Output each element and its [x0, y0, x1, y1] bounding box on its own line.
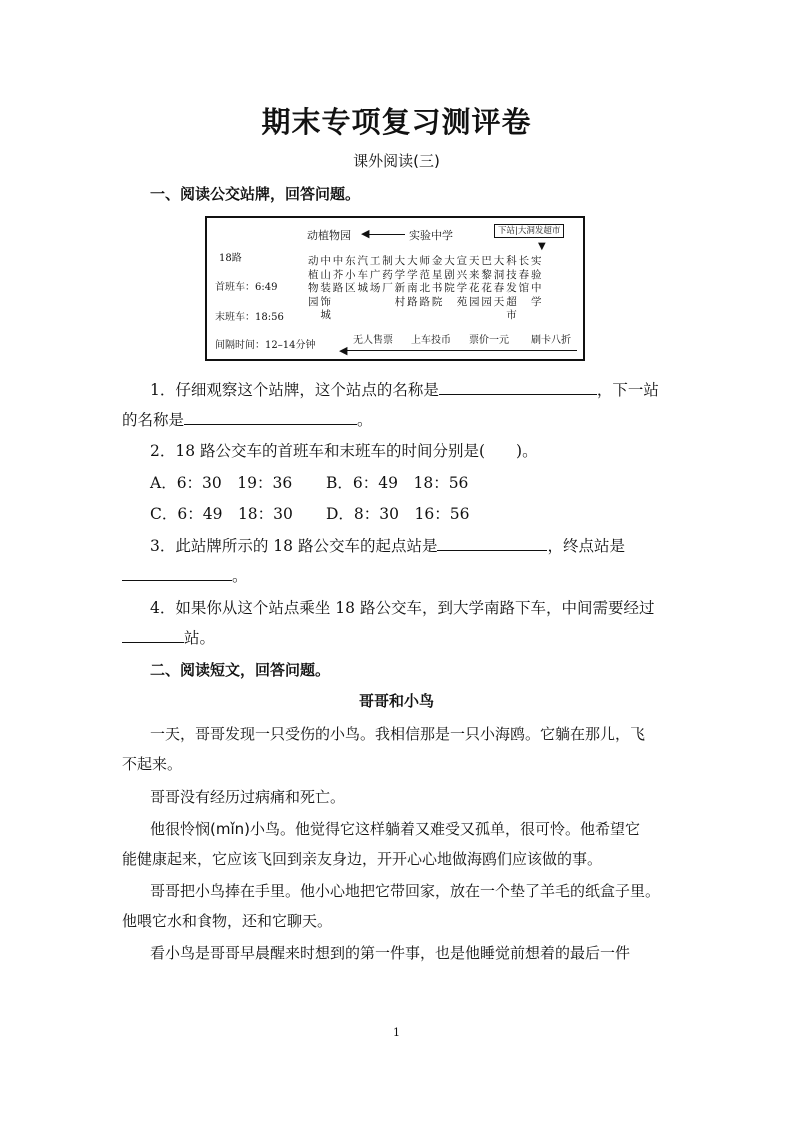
- station-name: [493, 255, 505, 323]
- station-char: 东: [345, 255, 356, 267]
- station-char: 科: [506, 255, 517, 267]
- station-char: 市: [506, 309, 517, 321]
- station-name: [456, 255, 468, 323]
- question-1-text-2: 的名称是: [122, 411, 185, 429]
- story-title: 哥哥和小鸟: [358, 692, 434, 710]
- station-name: [518, 255, 530, 323]
- station-char: 技: [506, 268, 517, 281]
- station-char: 学: [407, 268, 418, 281]
- station-char: 春: [493, 282, 505, 294]
- note-card: 刷卡八折: [531, 335, 571, 346]
- station-char: 院: [444, 282, 455, 294]
- station-char: 工: [369, 255, 381, 267]
- station-char: 场: [369, 282, 381, 294]
- station-char: 中: [530, 282, 542, 294]
- station-char: 路: [407, 295, 418, 308]
- question-1: [150, 380, 659, 400]
- option-b[interactable]: B．6：49 18：56: [326, 474, 469, 492]
- station-char: 植: [307, 268, 319, 281]
- bus-stop-sign: [205, 216, 585, 361]
- station-name: [307, 255, 319, 323]
- question-1-text: 1．仔细观察这个站牌，这个站点的名称是: [150, 381, 439, 399]
- station-char: 学: [456, 282, 468, 294]
- station-char: 物: [307, 282, 319, 294]
- station-name: [394, 255, 406, 323]
- station-char: 洞: [493, 268, 505, 281]
- question-1-line-2: [122, 410, 373, 430]
- station-char: 巴: [481, 255, 492, 267]
- station-name: [319, 255, 331, 323]
- station-char: 厂: [382, 282, 393, 294]
- station-char: 天: [493, 295, 505, 308]
- option-c[interactable]: C．6：49 18：30: [150, 505, 293, 523]
- station-name: [381, 255, 393, 323]
- option-a[interactable]: A．6：30 19：36: [150, 474, 293, 492]
- route-number: 18路: [219, 253, 242, 264]
- station-char: 饰: [320, 295, 331, 308]
- section-2-heading: 二、阅读短文，回答问题。: [150, 661, 331, 679]
- direction-arrow-line: [367, 234, 405, 235]
- station-char: 村: [394, 295, 406, 308]
- station-char: 剧: [444, 268, 455, 281]
- station-char: 大: [407, 255, 418, 267]
- station-name: [443, 255, 455, 323]
- question-4-text-2-end: 站。: [184, 629, 216, 647]
- station-char: 园: [481, 295, 492, 308]
- station-char: 城: [357, 282, 368, 294]
- story-paragraph-4-cont: 他喂它水和食物，还和它聊天。: [122, 912, 333, 930]
- station-char: 宣: [456, 255, 468, 267]
- note-coin: 上车投币: [411, 335, 451, 346]
- station-name: [419, 255, 431, 323]
- station-char: 实: [530, 255, 542, 267]
- last-bus-time: 末班车：18:56: [215, 312, 284, 323]
- story-paragraph-3: 他很怜悯(mǐn)小鸟。他觉得它这样躺着又难受又孤单，很可怜。他希望它: [150, 820, 640, 838]
- question-1-text-2-end: 。: [357, 411, 373, 429]
- question-1-text-end: ，下一站: [596, 381, 659, 399]
- station-char: 学: [394, 268, 406, 281]
- question-2: 2．18 路公交车的首班车和末班车的时间分别是( )。: [150, 442, 538, 460]
- page-title: 期末专项复习测评卷: [261, 105, 532, 139]
- station-char: 黎: [481, 268, 492, 281]
- station-char: 大: [394, 255, 406, 267]
- station-char: 小: [345, 268, 356, 281]
- station-char: 大: [493, 255, 505, 267]
- story-paragraph-5: 看小鸟是哥哥早晨醒来时想到的第一件事，也是他睡觉前想着的最后一件: [150, 944, 631, 962]
- station-char: 范: [419, 268, 430, 281]
- page-number: 1: [393, 1026, 400, 1039]
- bus-interval: 间隔时间：12–14分钟: [215, 340, 316, 351]
- question-3-text: 3．此站牌所示的 18 路公交车的起点站是: [150, 537, 438, 555]
- sign-direction-to: 实验中学: [409, 229, 453, 242]
- station-char: 广: [369, 268, 381, 281]
- station-char: 南: [407, 282, 418, 294]
- direction-arrow-line-bottom: [345, 350, 577, 351]
- station-char: 中: [332, 255, 344, 267]
- station-char: 苑: [456, 295, 468, 308]
- station-name: [406, 255, 418, 323]
- note-fare: 票价一元: [469, 335, 509, 346]
- story-paragraph-3-cont: 能健康起来，它应该飞回到亲友身边，开开心心地做海鸥们应该做的事。: [122, 850, 603, 868]
- station-char: 汽: [357, 255, 368, 267]
- arrow-left-icon: ◀: [361, 227, 370, 240]
- station-char: 花: [481, 282, 492, 294]
- option-d[interactable]: D．8：30 16：56: [326, 505, 470, 523]
- story-paragraph-1: 一天，哥哥发现一只受伤的小鸟。我相信那是一只小海鸥。它躺在那儿，飞: [150, 725, 646, 743]
- station-char: 院: [431, 295, 443, 308]
- station-char: 天: [469, 255, 480, 267]
- question-3-text-end: ，终点站是: [547, 537, 625, 555]
- first-bus-time: 首班车：6:49: [215, 282, 278, 293]
- station-char: 城: [320, 309, 331, 321]
- station-char: 药: [382, 268, 393, 281]
- station-char: 师: [419, 255, 430, 267]
- sign-direction-from: 动植物园: [307, 229, 351, 242]
- story-paragraph-1-cont: 不起来。: [122, 755, 183, 773]
- station-name: [357, 255, 369, 323]
- station-name: [480, 255, 492, 323]
- station-char: 金: [431, 255, 443, 267]
- station-char: 发: [506, 282, 517, 294]
- station-char: 超: [506, 295, 517, 308]
- station-name: [369, 255, 381, 323]
- station-char: 园: [469, 295, 480, 308]
- story-paragraph-4: 哥哥把小鸟捧在手里。他小心地把它带回家，放在一个垫了羊毛的纸盒子里。: [150, 882, 661, 900]
- answer-blank[interactable]: [437, 536, 547, 551]
- station-char: 区: [345, 282, 356, 294]
- station-char: 星: [431, 268, 443, 281]
- station-name: [332, 255, 344, 323]
- station-char: 中: [320, 255, 331, 267]
- question-3: [150, 536, 625, 556]
- station-char: 春: [518, 268, 530, 281]
- station-char: 路: [419, 295, 430, 308]
- next-stop-box: 下站|大洞发超市: [494, 224, 564, 238]
- station-char: 来: [469, 268, 480, 281]
- station-name: [530, 255, 542, 323]
- station-char: 制: [382, 255, 393, 267]
- station-char: 芥: [332, 268, 344, 281]
- question-3-line-2: [122, 566, 248, 586]
- answer-blank[interactable]: [122, 566, 232, 581]
- station-name: [431, 255, 443, 323]
- answer-blank[interactable]: [184, 410, 357, 425]
- station-char: 动: [307, 255, 319, 267]
- answer-blank[interactable]: [439, 380, 597, 395]
- page-subtitle: 课外阅读(三): [353, 152, 440, 170]
- station-char: 山: [320, 268, 331, 281]
- station-char: 兴: [456, 268, 468, 281]
- station-name: [505, 255, 517, 323]
- station-name: [344, 255, 356, 323]
- question-3-text-2-end: 。: [232, 567, 248, 585]
- question-4-line-2: [122, 628, 215, 648]
- answer-blank[interactable]: [122, 628, 184, 643]
- station-char: 验: [530, 268, 542, 281]
- current-stop-marker-icon: ▼: [538, 241, 546, 252]
- station-char: 装: [320, 282, 331, 294]
- story-paragraph-2: 哥哥没有经历过病痛和死亡。: [150, 788, 346, 806]
- arrow-left-icon: ◀: [339, 344, 348, 357]
- station-char: 大: [444, 255, 455, 267]
- station-char: 长: [518, 255, 530, 267]
- station-char: 花: [469, 282, 480, 294]
- section-1-heading: 一、阅读公交站牌，回答问题。: [150, 185, 361, 203]
- station-char: 学: [530, 295, 542, 308]
- station-char: 新: [394, 282, 406, 294]
- question-4: 4．如果你从这个站点乘坐 18 路公交车，到大学南路下车，中间需要经过: [150, 599, 655, 617]
- station-char: 书: [431, 282, 443, 294]
- note-unmanned: 无人售票: [353, 335, 393, 346]
- station-char: 馆: [518, 282, 530, 294]
- station-char: 北: [419, 282, 430, 294]
- station-char: 园: [307, 295, 319, 308]
- station-char: 车: [357, 268, 368, 281]
- station-list: [307, 255, 542, 323]
- station-char: 路: [332, 282, 344, 294]
- station-name: [468, 255, 480, 323]
